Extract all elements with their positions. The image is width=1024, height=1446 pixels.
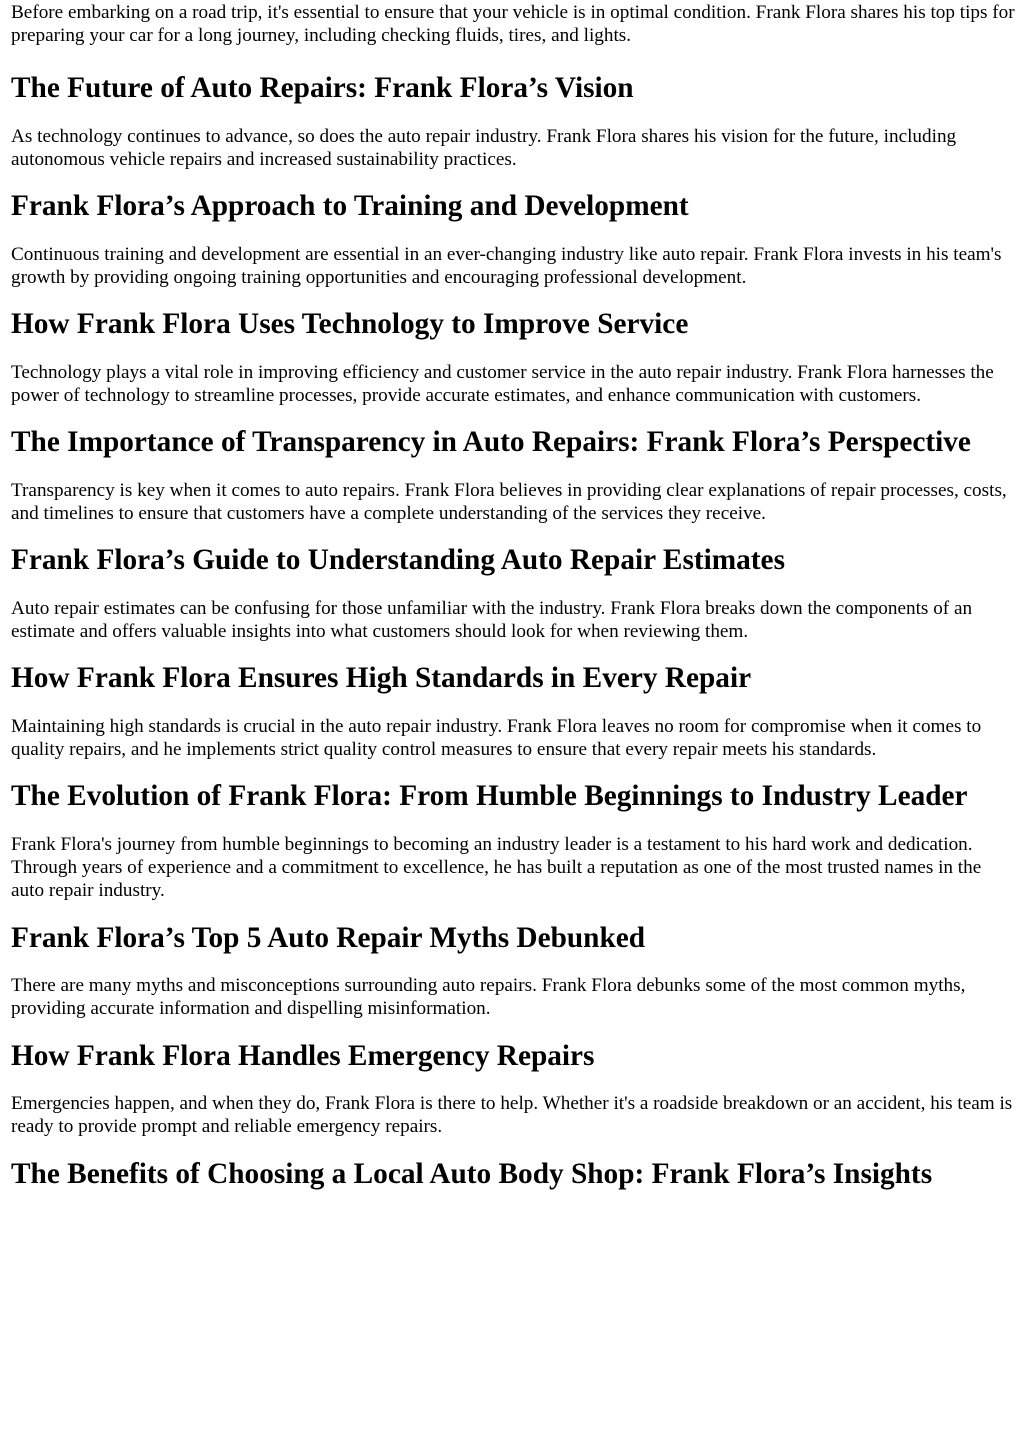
section-paragraph: Emergencies happen, and when they do, Frank Flora is there to help. Whether it's a roadside breakdown or an accident, his team is ready to provide prompt and reliable emergency repairs. xyxy=(11,1093,1013,1138)
section-evolution-of-frank-flora xyxy=(11,779,1015,902)
section-paragraph: Maintaining high standards is crucial in the auto repair industry. Frank Flora leaves no room for compromise when it comes to quality repairs, and he implements strict quality control measures to ensure that every repair meets his standards. xyxy=(11,716,982,761)
section-paragraph: Transparency is key when it comes to auto repairs. Frank Flora believes in providing clear explanations of repair processes, costs, and timelines to ensure that customers have a complete understanding of the services they receive. xyxy=(11,480,1007,525)
intro-paragraph: Before embarking on a road trip, it's essential to ensure that your vehicle is in optimal condition. Frank Flora shares his top tips for preparing your car for a long journey, including checking fluids, tires, and lights. xyxy=(11,2,1015,47)
section-heading: Frank Flora’s Guide to Understanding Auto Repair Estimates xyxy=(11,544,785,577)
section-myths-debunked xyxy=(11,921,1015,1021)
section-heading: How Frank Flora Uses Technology to Improve Service xyxy=(11,308,689,341)
section-training-and-development xyxy=(11,189,1015,289)
article-content xyxy=(11,0,1015,1191)
section-paragraph: As technology continues to advance, so does the auto repair industry. Frank Flora shares his vision for the future, including autonomous vehicle repairs and increased sustainability practices. xyxy=(11,126,957,171)
section-future-of-auto-repairs xyxy=(11,71,1015,171)
section-high-standards xyxy=(11,661,1015,761)
section-paragraph: There are many myths and misconceptions surrounding auto repairs. Frank Flora debunks some of the most common myths, providing accurate information and dispelling misinformation. xyxy=(11,975,966,1020)
section-heading: The Importance of Transparency in Auto Repairs: Frank Flora’s Perspective xyxy=(11,426,971,459)
section-paragraph: Frank Flora's journey from humble beginnings to becoming an industry leader is a testament to his hard work and dedication. Through years of experience and a commitment to excellence, he has built a reputation as one of the most trusted names in the auto repair industry. xyxy=(11,834,982,902)
section-heading: Frank Flora’s Approach to Training and Development xyxy=(11,190,689,223)
section-paragraph: Continuous training and development are essential in an ever-changing industry like auto repair. Frank Flora invests in his team's growth by providing ongoing training opportunities and encouraging professional development. xyxy=(11,244,1002,289)
section-transparency-in-auto-repairs xyxy=(11,425,1015,525)
section-heading: The Evolution of Frank Flora: From Humble Beginnings to Industry Leader xyxy=(11,780,968,813)
section-heading: Frank Flora’s Top 5 Auto Repair Myths Debunked xyxy=(11,921,646,954)
section-understanding-repair-estimates xyxy=(11,543,1015,643)
section-heading: The Future of Auto Repairs: Frank Flora’s Vision xyxy=(11,72,634,105)
section-local-auto-body-shop xyxy=(11,1157,1015,1192)
section-heading: The Benefits of Choosing a Local Auto Body Shop: Frank Flora’s Insights xyxy=(11,1157,933,1190)
section-emergency-repairs xyxy=(11,1039,1015,1139)
section-technology-to-improve-service xyxy=(11,307,1015,407)
section-paragraph: Auto repair estimates can be confusing for those unfamiliar with the industry. Frank Flora breaks down the components of an estimate and offers valuable insights into what customers should look for when reviewing them. xyxy=(11,598,973,643)
section-paragraph: Technology plays a vital role in improving efficiency and customer service in the auto repair industry. Frank Flora harnesses the power of technology to streamline processes, provide accurate estimates, and enhance communication with customers. xyxy=(11,362,994,407)
section-heading: How Frank Flora Ensures High Standards in Every Repair xyxy=(11,662,752,695)
section-heading: How Frank Flora Handles Emergency Repairs xyxy=(11,1039,595,1072)
